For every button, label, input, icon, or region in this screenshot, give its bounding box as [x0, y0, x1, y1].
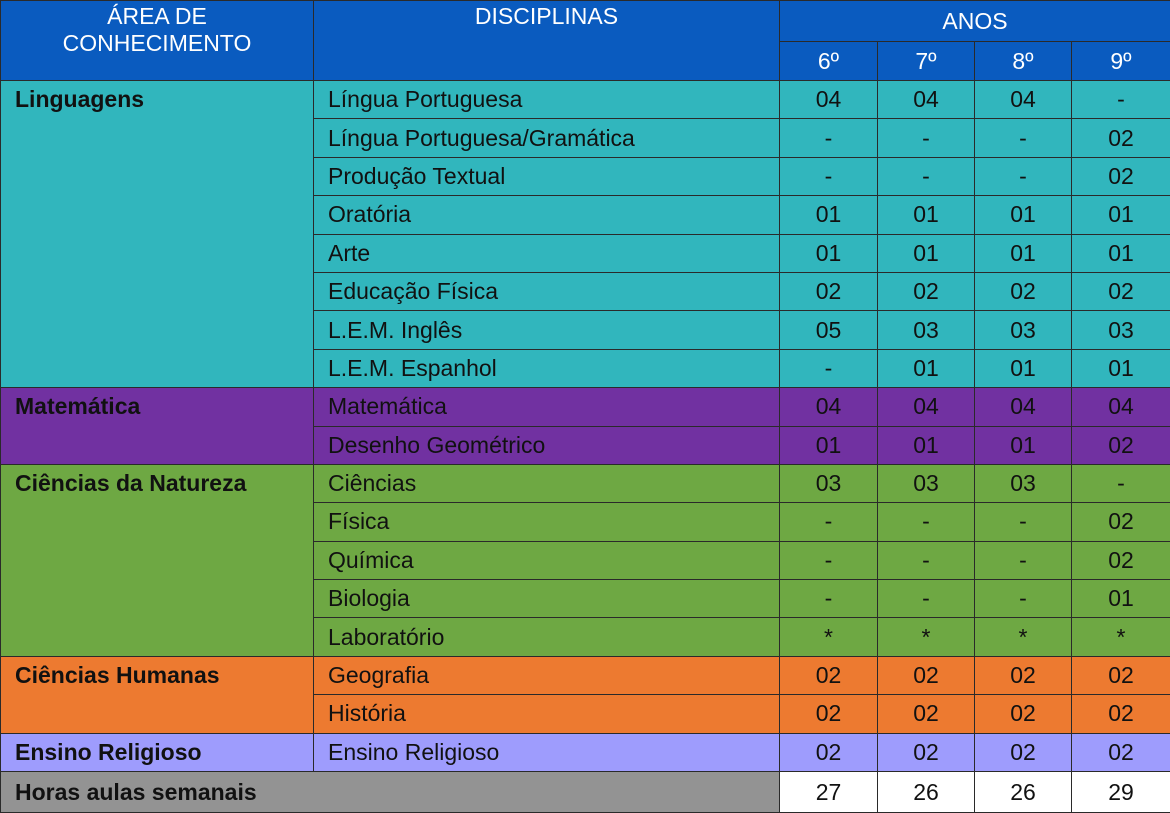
total-hours-cell: 27 [780, 772, 878, 813]
hours-cell: - [975, 541, 1072, 579]
area-cell: Ciências Humanas [1, 656, 314, 733]
table-row [1, 656, 1170, 694]
hours-cell: 02 [975, 656, 1072, 694]
hours-cell: 02 [1072, 119, 1170, 157]
hours-cell: 03 [780, 464, 878, 502]
disciplina-cell: Produção Textual [314, 157, 780, 195]
table-header [1, 1, 1170, 81]
area-cell: Ensino Religioso [1, 733, 314, 771]
hours-cell: - [878, 119, 975, 157]
hours-cell: 04 [1072, 388, 1170, 426]
hours-cell: - [780, 541, 878, 579]
disciplina-cell: Língua Portuguesa/Gramática [314, 119, 780, 157]
hours-cell: - [878, 157, 975, 195]
hours-cell: 01 [780, 234, 878, 272]
header-year-6: 6º [780, 42, 878, 81]
hours-cell: 03 [975, 311, 1072, 349]
disciplina-cell: Educação Física [314, 272, 780, 310]
disciplina-cell: Física [314, 503, 780, 541]
header-anos: ANOS [780, 1, 1170, 42]
hours-cell: * [975, 618, 1072, 656]
disciplina-cell: História [314, 695, 780, 733]
hours-cell: 01 [1072, 196, 1170, 234]
table-row [1, 388, 1170, 426]
disciplina-cell: L.E.M. Espanhol [314, 349, 780, 387]
hours-cell: - [1072, 464, 1170, 502]
hours-cell: 05 [780, 311, 878, 349]
area-cell: Ciências da Natureza [1, 464, 314, 656]
total-hours-cell: 26 [878, 772, 975, 813]
hours-cell: 01 [1072, 234, 1170, 272]
disciplina-cell: Oratória [314, 196, 780, 234]
disciplina-cell: Arte [314, 234, 780, 272]
hours-cell: 02 [1072, 733, 1170, 771]
hours-cell: 01 [1072, 349, 1170, 387]
hours-cell: 02 [1072, 695, 1170, 733]
hours-cell: 02 [780, 272, 878, 310]
table-row [1, 464, 1170, 502]
hours-cell: 02 [1072, 541, 1170, 579]
hours-cell: 02 [1072, 503, 1170, 541]
hours-cell: 01 [975, 426, 1072, 464]
hours-cell: 04 [780, 81, 878, 119]
hours-cell: - [878, 541, 975, 579]
hours-cell: 02 [975, 695, 1072, 733]
disciplina-cell: Biologia [314, 580, 780, 618]
hours-cell: 02 [975, 272, 1072, 310]
hours-cell: 03 [878, 464, 975, 502]
hours-cell: 02 [878, 656, 975, 694]
hours-cell: 02 [1072, 272, 1170, 310]
hours-cell: 04 [878, 388, 975, 426]
hours-cell: - [878, 503, 975, 541]
hours-cell: 01 [975, 196, 1072, 234]
hours-cell: 02 [780, 656, 878, 694]
hours-cell: 02 [975, 733, 1072, 771]
hours-cell: 02 [878, 733, 975, 771]
disciplina-cell: Língua Portuguesa [314, 81, 780, 119]
disciplina-cell: Laboratório [314, 618, 780, 656]
area-cell: Matemática [1, 388, 314, 465]
hours-cell: 02 [1072, 426, 1170, 464]
hours-cell: 01 [780, 426, 878, 464]
hours-cell: 04 [975, 81, 1072, 119]
hours-cell: 01 [878, 349, 975, 387]
hours-cell: 02 [878, 272, 975, 310]
total-hours-cell: 29 [1072, 772, 1170, 813]
total-hours-cell: 26 [975, 772, 1072, 813]
header-area: ÁREA DE CONHECIMENTO [1, 1, 314, 81]
disciplina-cell: Matemática [314, 388, 780, 426]
disciplina-cell: Química [314, 541, 780, 579]
hours-cell: - [780, 349, 878, 387]
hours-cell: 03 [878, 311, 975, 349]
header-year-8: 8º [975, 42, 1072, 81]
hours-cell: 01 [878, 196, 975, 234]
disciplina-cell: Desenho Geométrico [314, 426, 780, 464]
hours-cell: 02 [780, 695, 878, 733]
hours-cell: - [975, 119, 1072, 157]
hours-cell: 02 [1072, 157, 1170, 195]
hours-cell: 01 [878, 426, 975, 464]
hours-cell: 03 [975, 464, 1072, 502]
hours-cell: 04 [780, 388, 878, 426]
total-label: Horas aulas semanais [1, 772, 780, 813]
hours-cell: 03 [1072, 311, 1170, 349]
disciplina-cell: Ensino Religioso [314, 733, 780, 771]
hours-cell: - [1072, 81, 1170, 119]
hours-cell: * [1072, 618, 1170, 656]
hours-cell: 01 [878, 234, 975, 272]
hours-cell: - [975, 157, 1072, 195]
header-year-7: 7º [878, 42, 975, 81]
disciplina-cell: L.E.M. Inglês [314, 311, 780, 349]
hours-cell: 04 [975, 388, 1072, 426]
disciplina-cell: Ciências [314, 464, 780, 502]
area-cell: Linguagens [1, 81, 314, 388]
disciplina-cell: Geografia [314, 656, 780, 694]
total-row [1, 772, 1170, 813]
hours-cell: 01 [975, 234, 1072, 272]
hours-cell: - [780, 119, 878, 157]
table-row [1, 733, 1170, 771]
hours-cell: - [975, 503, 1072, 541]
header-disciplinas: DISCIPLINAS [314, 1, 780, 81]
hours-cell: - [975, 580, 1072, 618]
hours-cell: 04 [878, 81, 975, 119]
hours-cell: * [780, 618, 878, 656]
hours-cell: - [780, 580, 878, 618]
hours-cell: 01 [1072, 580, 1170, 618]
table-body [1, 81, 1170, 813]
table-row [1, 81, 1170, 119]
hours-cell: 02 [878, 695, 975, 733]
header-year-9: 9º [1072, 42, 1170, 81]
hours-cell: 01 [975, 349, 1072, 387]
hours-cell: * [878, 618, 975, 656]
hours-cell: - [780, 157, 878, 195]
hours-cell: - [878, 580, 975, 618]
hours-cell: 02 [1072, 656, 1170, 694]
hours-cell: 02 [780, 733, 878, 771]
hours-cell: 01 [780, 196, 878, 234]
hours-cell: - [780, 503, 878, 541]
